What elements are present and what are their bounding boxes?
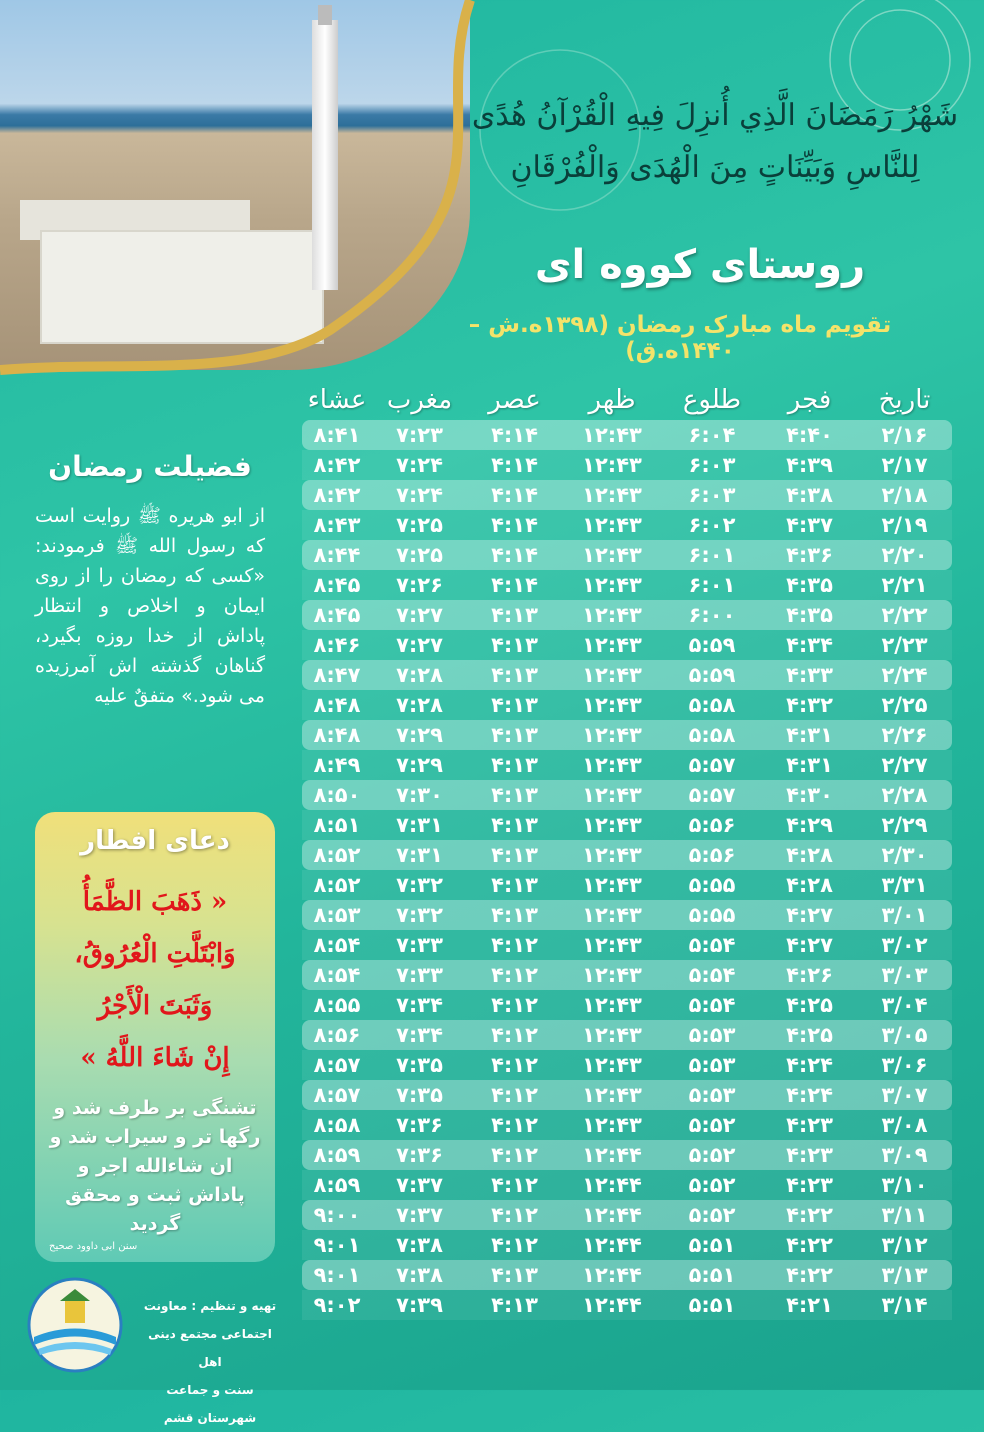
cell-sunrise: ۶:۰۳ xyxy=(688,483,736,507)
cell-sunrise: ۵:۵۸ xyxy=(688,723,736,747)
cell-fajr: ۴:۳۸ xyxy=(786,483,833,507)
cell-fajr: ۴:۳۴ xyxy=(786,633,833,657)
table-row xyxy=(302,1200,952,1230)
cell-asr: ۴:۱۴ xyxy=(491,423,538,447)
cell-dhuhr: ۱۲:۴۴ xyxy=(582,1263,642,1287)
minaret-image xyxy=(312,20,338,290)
table-row xyxy=(302,870,952,900)
cell-asr: ۴:۱۲ xyxy=(491,1113,538,1137)
table-row xyxy=(302,1140,952,1170)
table-row xyxy=(302,810,952,840)
cell-sunrise: ۶:۰۲ xyxy=(688,513,736,537)
credit-text xyxy=(135,1292,285,1432)
cell-isha: ۸:۵۹ xyxy=(313,1143,361,1167)
table-row xyxy=(302,1290,952,1320)
cell-sunrise: ۵:۵۸ xyxy=(688,693,736,717)
cell-dhuhr: ۱۲:۴۴ xyxy=(582,1203,642,1227)
cell-date: ۲/۲۱ xyxy=(881,573,928,597)
table-row xyxy=(302,690,952,720)
cell-fajr: ۴:۲۲ xyxy=(786,1233,833,1257)
cell-dhuhr: ۱۲:۴۳ xyxy=(582,483,642,507)
iftar-dua-card xyxy=(35,812,275,1262)
header-asr: عصر xyxy=(488,385,541,415)
cell-fajr: ۴:۲۴ xyxy=(786,1083,833,1107)
cell-maghrib: ۷:۲۴ xyxy=(396,453,443,477)
cell-fajr: ۴:۴۰ xyxy=(786,423,833,447)
mosque-photo xyxy=(0,0,470,370)
cell-maghrib: ۷:۳۰ xyxy=(396,783,443,807)
virtue-text: از ابو هریره ﷺ روایت است که رسول الله ﷺ فرمودند: «کسی که رمضان را از روی ایمان و اخلاص و انتظار پاداش از خدا روزه بگیرد، گناهان گذشته اش آمرزیده می شود.» متفقٌ علیه xyxy=(35,505,265,707)
cell-fajr: ۴:۳۱ xyxy=(786,753,833,777)
cell-date: ۳/۰۵ xyxy=(881,1023,928,1047)
cell-maghrib: ۷:۳۶ xyxy=(396,1113,443,1137)
table-row xyxy=(302,900,952,930)
cell-date: ۲/۲۷ xyxy=(881,753,928,777)
cell-asr: ۴:۱۲ xyxy=(491,1083,538,1107)
cell-fajr: ۴:۲۸ xyxy=(786,873,833,897)
cell-asr: ۴:۱۴ xyxy=(491,453,538,477)
cell-isha: ۸:۴۲ xyxy=(313,453,361,477)
cell-sunrise: ۵:۵۱ xyxy=(688,1263,736,1287)
credit-line: سنت و جماعت شهرستان قشم xyxy=(163,1383,257,1425)
cell-maghrib: ۷:۳۷ xyxy=(396,1173,443,1197)
cell-sunrise: ۶:۰۰ xyxy=(688,603,736,627)
cell-sunrise: ۵:۵۹ xyxy=(688,663,736,687)
cell-asr: ۴:۱۲ xyxy=(491,1173,538,1197)
cell-maghrib: ۷:۲۷ xyxy=(396,603,443,627)
cell-date: ۲/۲۵ xyxy=(881,693,928,717)
cell-isha: ۸:۵۳ xyxy=(313,903,361,927)
cell-fajr: ۴:۳۵ xyxy=(786,603,833,627)
cell-sunrise: ۵:۵۴ xyxy=(688,933,736,957)
cell-isha: ۸:۴۲ xyxy=(313,483,361,507)
cell-date: ۳/۱۴ xyxy=(881,1293,928,1317)
cell-isha: ۹:۰۰ xyxy=(313,1203,361,1227)
cell-asr: ۴:۱۳ xyxy=(491,873,538,897)
cell-sunrise: ۵:۵۴ xyxy=(688,963,736,987)
cell-sunrise: ۵:۵۷ xyxy=(688,753,736,777)
dua-arabic-line: « ذَهَبَ الظَّمَأُ xyxy=(82,887,228,917)
table-body xyxy=(302,420,952,1320)
cell-dhuhr: ۱۲:۴۳ xyxy=(582,513,642,537)
cell-sunrise: ۵:۵۴ xyxy=(688,993,736,1017)
cell-dhuhr: ۱۲:۴۳ xyxy=(582,933,642,957)
header-dhuhr: ظهر xyxy=(588,385,636,415)
table-row xyxy=(302,570,952,600)
virtue-title: فضیلت رمضان xyxy=(48,450,252,483)
cell-isha: ۸:۴۶ xyxy=(313,633,361,657)
cell-isha: ۸:۵۶ xyxy=(313,1023,361,1047)
cell-date: ۲/۲۹ xyxy=(881,813,928,837)
cell-date: ۲/۲۲ xyxy=(881,603,928,627)
table-row xyxy=(302,1020,952,1050)
cell-date: ۲/۲۶ xyxy=(881,723,928,747)
cell-isha: ۸:۴۵ xyxy=(313,603,361,627)
cell-isha: ۸:۵۸ xyxy=(313,1113,361,1137)
cell-date: ۳/۱۳ xyxy=(881,1263,928,1287)
table-row xyxy=(302,450,952,480)
cell-maghrib: ۷:۳۲ xyxy=(396,873,443,897)
cell-isha: ۸:۴۸ xyxy=(313,723,361,747)
cell-asr: ۴:۱۳ xyxy=(491,693,538,717)
cell-dhuhr: ۱۲:۴۳ xyxy=(582,663,642,687)
cell-maghrib: ۷:۲۵ xyxy=(396,543,443,567)
cell-date: ۲/۲۰ xyxy=(881,543,928,567)
cell-isha: ۸:۴۹ xyxy=(313,753,361,777)
table-row xyxy=(302,720,952,750)
cell-maghrib: ۷:۲۸ xyxy=(396,663,443,687)
cell-fajr: ۴:۲۷ xyxy=(786,933,833,957)
cell-isha: ۸:۵۰ xyxy=(313,783,361,807)
table-row xyxy=(302,840,952,870)
cell-isha: ۸:۴۴ xyxy=(313,543,361,567)
cell-isha: ۸:۴۳ xyxy=(313,513,361,537)
cell-isha: ۸:۵۴ xyxy=(313,963,361,987)
cell-date: ۲/۲۸ xyxy=(881,783,928,807)
cell-date: ۳/۱۰ xyxy=(881,1173,928,1197)
dua-arabic-line: وَابْتَلَّتِ الْعُرُوقُ، xyxy=(74,939,236,969)
cell-date: ۳/۰۷ xyxy=(881,1083,928,1107)
cell-date: ۳/۰۱ xyxy=(881,903,928,927)
cell-fajr: ۴:۲۳ xyxy=(786,1143,833,1167)
cell-fajr: ۴:۲۸ xyxy=(786,843,833,867)
cell-sunrise: ۵:۵۳ xyxy=(688,1023,736,1047)
table-row xyxy=(302,960,952,990)
cell-asr: ۴:۱۳ xyxy=(491,1293,538,1317)
cell-maghrib: ۷:۲۹ xyxy=(396,723,443,747)
table-row xyxy=(302,930,952,960)
cell-isha: ۸:۵۹ xyxy=(313,1173,361,1197)
quran-verse xyxy=(470,90,960,194)
cell-maghrib: ۷:۳۳ xyxy=(396,963,443,987)
cell-sunrise: ۶:۰۴ xyxy=(688,423,736,447)
cell-date: ۲/۲۳ xyxy=(881,633,928,657)
cell-fajr: ۴:۲۴ xyxy=(786,1053,833,1077)
cell-maghrib: ۷:۲۳ xyxy=(396,423,443,447)
cell-fajr: ۴:۲۲ xyxy=(786,1263,833,1287)
cell-asr: ۴:۱۳ xyxy=(491,663,538,687)
cell-asr: ۴:۱۲ xyxy=(491,1023,538,1047)
cell-maghrib: ۷:۲۷ xyxy=(396,633,443,657)
cell-sunrise: ۵:۵۵ xyxy=(688,873,736,897)
cell-maghrib: ۷:۳۳ xyxy=(396,933,443,957)
cell-isha: ۸:۵۲ xyxy=(313,843,361,867)
cell-fajr: ۴:۳۹ xyxy=(786,453,833,477)
cell-asr: ۴:۱۲ xyxy=(491,993,538,1017)
dua-source: سنن ابی داوود صحیح xyxy=(49,1241,138,1252)
cell-isha: ۸:۵۷ xyxy=(313,1053,361,1077)
page-title: روستای کووه ای xyxy=(534,242,866,288)
cell-dhuhr: ۱۲:۴۳ xyxy=(582,993,642,1017)
cell-fajr: ۴:۲۳ xyxy=(786,1173,833,1197)
cell-dhuhr: ۱۲:۴۳ xyxy=(582,1023,642,1047)
cell-sunrise: ۵:۵۲ xyxy=(688,1113,736,1137)
cell-maghrib: ۷:۳۵ xyxy=(396,1053,443,1077)
cell-date: ۲/۲۴ xyxy=(881,663,928,687)
cell-dhuhr: ۱۲:۴۴ xyxy=(582,1233,642,1257)
cell-sunrise: ۵:۵۲ xyxy=(688,1203,736,1227)
cell-isha: ۸:۴۵ xyxy=(313,573,361,597)
ramadan-virtue-section xyxy=(35,450,265,711)
cell-dhuhr: ۱۲:۴۳ xyxy=(582,783,642,807)
cell-dhuhr: ۱۲:۴۳ xyxy=(582,723,642,747)
dua-arabic-line: إِنْ شَاءَ اللَّهُ » xyxy=(80,1043,230,1073)
cell-isha: ۹:۰۱ xyxy=(313,1233,361,1257)
cell-date: ۳/۰۳ xyxy=(881,963,928,987)
dua-translation: تشنگی بر طرف شد و رگها تر و سیراب شد و ان شاءالله اجر و پاداش ثبت و محقق گردید xyxy=(49,1097,261,1235)
cell-dhuhr: ۱۲:۴۴ xyxy=(582,1143,642,1167)
table-row xyxy=(302,1050,952,1080)
cell-sunrise: ۵:۵۲ xyxy=(688,1143,736,1167)
table-row xyxy=(302,420,952,450)
cell-maghrib: ۷:۲۸ xyxy=(396,693,443,717)
cell-isha: ۸:۴۸ xyxy=(313,693,361,717)
cell-dhuhr: ۱۲:۴۳ xyxy=(582,873,642,897)
cell-date: ۳/۱۲ xyxy=(881,1233,928,1257)
cell-asr: ۴:۱۳ xyxy=(491,753,538,777)
cell-fajr: ۴:۳۰ xyxy=(786,783,833,807)
cell-date: ۲/۱۹ xyxy=(881,513,928,537)
cell-isha: ۸:۵۴ xyxy=(313,933,361,957)
table-row xyxy=(302,630,952,660)
cell-date: ۳/۱۱ xyxy=(881,1203,928,1227)
cell-maghrib: ۷:۳۸ xyxy=(396,1263,443,1287)
cell-sunrise: ۶:۰۱ xyxy=(688,543,736,567)
cell-maghrib: ۷:۳۱ xyxy=(396,843,443,867)
cell-sunrise: ۵:۵۱ xyxy=(688,1233,736,1257)
cell-sunrise: ۵:۵۷ xyxy=(688,783,736,807)
cell-date: ۳/۰۴ xyxy=(881,993,928,1017)
dua-arabic xyxy=(35,876,275,1084)
cell-asr: ۴:۱۳ xyxy=(491,813,538,837)
cell-date: ۳/۳۱ xyxy=(881,873,928,897)
cell-dhuhr: ۱۲:۴۳ xyxy=(582,423,642,447)
cell-asr: ۴:۱۳ xyxy=(491,1263,538,1287)
cell-fajr: ۴:۳۱ xyxy=(786,723,833,747)
table-row xyxy=(302,1230,952,1260)
cell-date: ۲/۱۶ xyxy=(881,423,928,447)
cell-dhuhr: ۱۲:۴۳ xyxy=(582,903,642,927)
cell-dhuhr: ۱۲:۴۳ xyxy=(582,1113,642,1137)
cell-maghrib: ۷:۲۴ xyxy=(396,483,443,507)
header-maghrib: مغرب xyxy=(386,385,453,415)
cell-dhuhr: ۱۲:۴۳ xyxy=(582,843,642,867)
cell-dhuhr: ۱۲:۴۳ xyxy=(582,453,642,477)
table-row xyxy=(302,600,952,630)
header-fajr: فجر xyxy=(787,385,832,415)
cell-maghrib: ۷:۳۸ xyxy=(396,1233,443,1257)
credit-line: تهیه و تنظیم : معاونت xyxy=(143,1299,277,1313)
cell-asr: ۴:۱۳ xyxy=(491,633,538,657)
cell-maghrib: ۷:۳۶ xyxy=(396,1143,443,1167)
cell-asr: ۴:۱۲ xyxy=(491,1143,538,1167)
cell-fajr: ۴:۳۵ xyxy=(786,573,833,597)
cell-asr: ۴:۱۳ xyxy=(491,903,538,927)
cell-dhuhr: ۱۲:۴۳ xyxy=(582,603,642,627)
cell-isha: ۸:۵۵ xyxy=(313,993,361,1017)
cell-maghrib: ۷:۳۴ xyxy=(396,993,443,1017)
cell-date: ۳/۰۶ xyxy=(881,1053,928,1077)
cell-fajr: ۴:۲۵ xyxy=(786,1023,833,1047)
cell-maghrib: ۷:۳۷ xyxy=(396,1203,443,1227)
cell-asr: ۴:۱۴ xyxy=(491,513,538,537)
cell-sunrise: ۵:۵۲ xyxy=(688,1173,736,1197)
calendar-subtitle: تقویم ماه مبارک رمضان (۱۳۹۸ه.ش – ۱۴۴۰ه.ق) xyxy=(468,312,892,364)
prayer-times-table xyxy=(302,380,952,1320)
verse-line-2: لِلنَّاسِ وَبَيِّنَاتٍ مِنَ الْهُدَى وَالْفُرْقَانِ xyxy=(510,150,920,185)
cell-asr: ۴:۱۲ xyxy=(491,1233,538,1257)
cell-dhuhr: ۱۲:۴۳ xyxy=(582,633,642,657)
cell-asr: ۴:۱۲ xyxy=(491,1203,538,1227)
cell-dhuhr: ۱۲:۴۳ xyxy=(582,1083,642,1107)
cell-maghrib: ۷:۲۹ xyxy=(396,753,443,777)
dua-title: دعای افطار xyxy=(80,826,230,856)
cell-fajr: ۴:۳۳ xyxy=(786,663,833,687)
cell-sunrise: ۵:۵۶ xyxy=(688,813,736,837)
table-row xyxy=(302,1080,952,1110)
cell-maghrib: ۷:۳۱ xyxy=(396,813,443,837)
cell-maghrib: ۷:۳۴ xyxy=(396,1023,443,1047)
table-row xyxy=(302,480,952,510)
cell-fajr: ۴:۲۲ xyxy=(786,1203,833,1227)
cell-fajr: ۴:۲۱ xyxy=(786,1293,833,1317)
cell-dhuhr: ۱۲:۴۳ xyxy=(582,963,642,987)
cell-fajr: ۴:۲۵ xyxy=(786,993,833,1017)
cell-dhuhr: ۱۲:۴۴ xyxy=(582,1173,642,1197)
cell-sunrise: ۵:۵۵ xyxy=(688,903,736,927)
cell-isha: ۸:۵۱ xyxy=(313,813,361,837)
cell-sunrise: ۶:۰۳ xyxy=(688,453,736,477)
cell-date: ۳/۰۹ xyxy=(881,1143,928,1167)
cell-isha: ۸:۵۲ xyxy=(313,873,361,897)
table-row xyxy=(302,540,952,570)
table-row xyxy=(302,750,952,780)
cell-asr: ۴:۱۳ xyxy=(491,603,538,627)
cell-fajr: ۴:۳۶ xyxy=(786,543,833,567)
cell-dhuhr: ۱۲:۴۳ xyxy=(582,1053,642,1077)
cell-date: ۲/۳۰ xyxy=(881,843,928,867)
table-row xyxy=(302,660,952,690)
cell-asr: ۴:۱۲ xyxy=(491,1053,538,1077)
cell-fajr: ۴:۲۶ xyxy=(786,963,833,987)
cell-isha: ۸:۴۱ xyxy=(313,423,361,447)
table-header xyxy=(302,380,952,420)
cell-dhuhr: ۱۲:۴۴ xyxy=(582,1293,642,1317)
cell-maghrib: ۷:۳۹ xyxy=(396,1293,443,1317)
header-isha: عشاء xyxy=(307,385,367,415)
cell-fajr: ۴:۲۹ xyxy=(786,813,833,837)
cell-dhuhr: ۱۲:۴۳ xyxy=(582,813,642,837)
cell-asr: ۴:۱۳ xyxy=(491,723,538,747)
cell-fajr: ۴:۳۷ xyxy=(786,513,833,537)
cell-date: ۳/۰۸ xyxy=(881,1113,928,1137)
cell-fajr: ۴:۳۲ xyxy=(786,693,833,717)
cell-fajr: ۴:۲۳ xyxy=(786,1113,833,1137)
cell-isha: ۹:۰۱ xyxy=(313,1263,361,1287)
cell-isha: ۸:۴۷ xyxy=(313,663,361,687)
dua-arabic-line: وَثَبَتَ الْأَجْرُ xyxy=(97,991,213,1021)
organization-logo xyxy=(20,1275,130,1375)
cell-maghrib: ۷:۳۵ xyxy=(396,1083,443,1107)
cell-maghrib: ۷:۲۵ xyxy=(396,513,443,537)
table-row xyxy=(302,1260,952,1290)
cell-sunrise: ۵:۵۶ xyxy=(688,843,736,867)
cell-asr: ۴:۱۳ xyxy=(491,843,538,867)
cell-asr: ۴:۱۴ xyxy=(491,573,538,597)
cell-dhuhr: ۱۲:۴۳ xyxy=(582,573,642,597)
cell-dhuhr: ۱۲:۴۳ xyxy=(582,753,642,777)
cell-isha: ۸:۵۷ xyxy=(313,1083,361,1107)
cell-sunrise: ۵:۵۱ xyxy=(688,1293,736,1317)
cell-asr: ۴:۱۲ xyxy=(491,933,538,957)
cell-asr: ۴:۱۲ xyxy=(491,963,538,987)
verse-line-1: شَهْرُ رَمَضَانَ الَّذِي أُنزِلَ فِيهِ الْقُرْآنُ هُدًى xyxy=(471,98,959,133)
credit-line: اجتماعی مجتمع دینی اهل xyxy=(148,1327,272,1369)
cell-asr: ۴:۱۳ xyxy=(491,783,538,807)
cell-date: ۳/۰۲ xyxy=(881,933,928,957)
table-row xyxy=(302,510,952,540)
cell-asr: ۴:۱۴ xyxy=(491,483,538,507)
cell-dhuhr: ۱۲:۴۳ xyxy=(582,543,642,567)
cell-dhuhr: ۱۲:۴۳ xyxy=(582,693,642,717)
cell-sunrise: ۶:۰۱ xyxy=(688,573,736,597)
cell-isha: ۹:۰۲ xyxy=(313,1293,361,1317)
cell-maghrib: ۷:۲۶ xyxy=(396,573,443,597)
table-row xyxy=(302,990,952,1020)
cell-fajr: ۴:۲۷ xyxy=(786,903,833,927)
cell-date: ۲/۱۸ xyxy=(881,483,928,507)
cell-asr: ۴:۱۴ xyxy=(491,543,538,567)
header-sunrise: طلوع xyxy=(682,385,742,415)
cell-sunrise: ۵:۵۳ xyxy=(688,1083,736,1107)
cell-date: ۲/۱۷ xyxy=(881,453,928,477)
cell-sunrise: ۵:۵۹ xyxy=(688,633,736,657)
header-date: تاریخ xyxy=(878,385,931,415)
cell-sunrise: ۵:۵۳ xyxy=(688,1053,736,1077)
table-row xyxy=(302,1170,952,1200)
cell-maghrib: ۷:۳۲ xyxy=(396,903,443,927)
table-row xyxy=(302,1110,952,1140)
table-row xyxy=(302,780,952,810)
